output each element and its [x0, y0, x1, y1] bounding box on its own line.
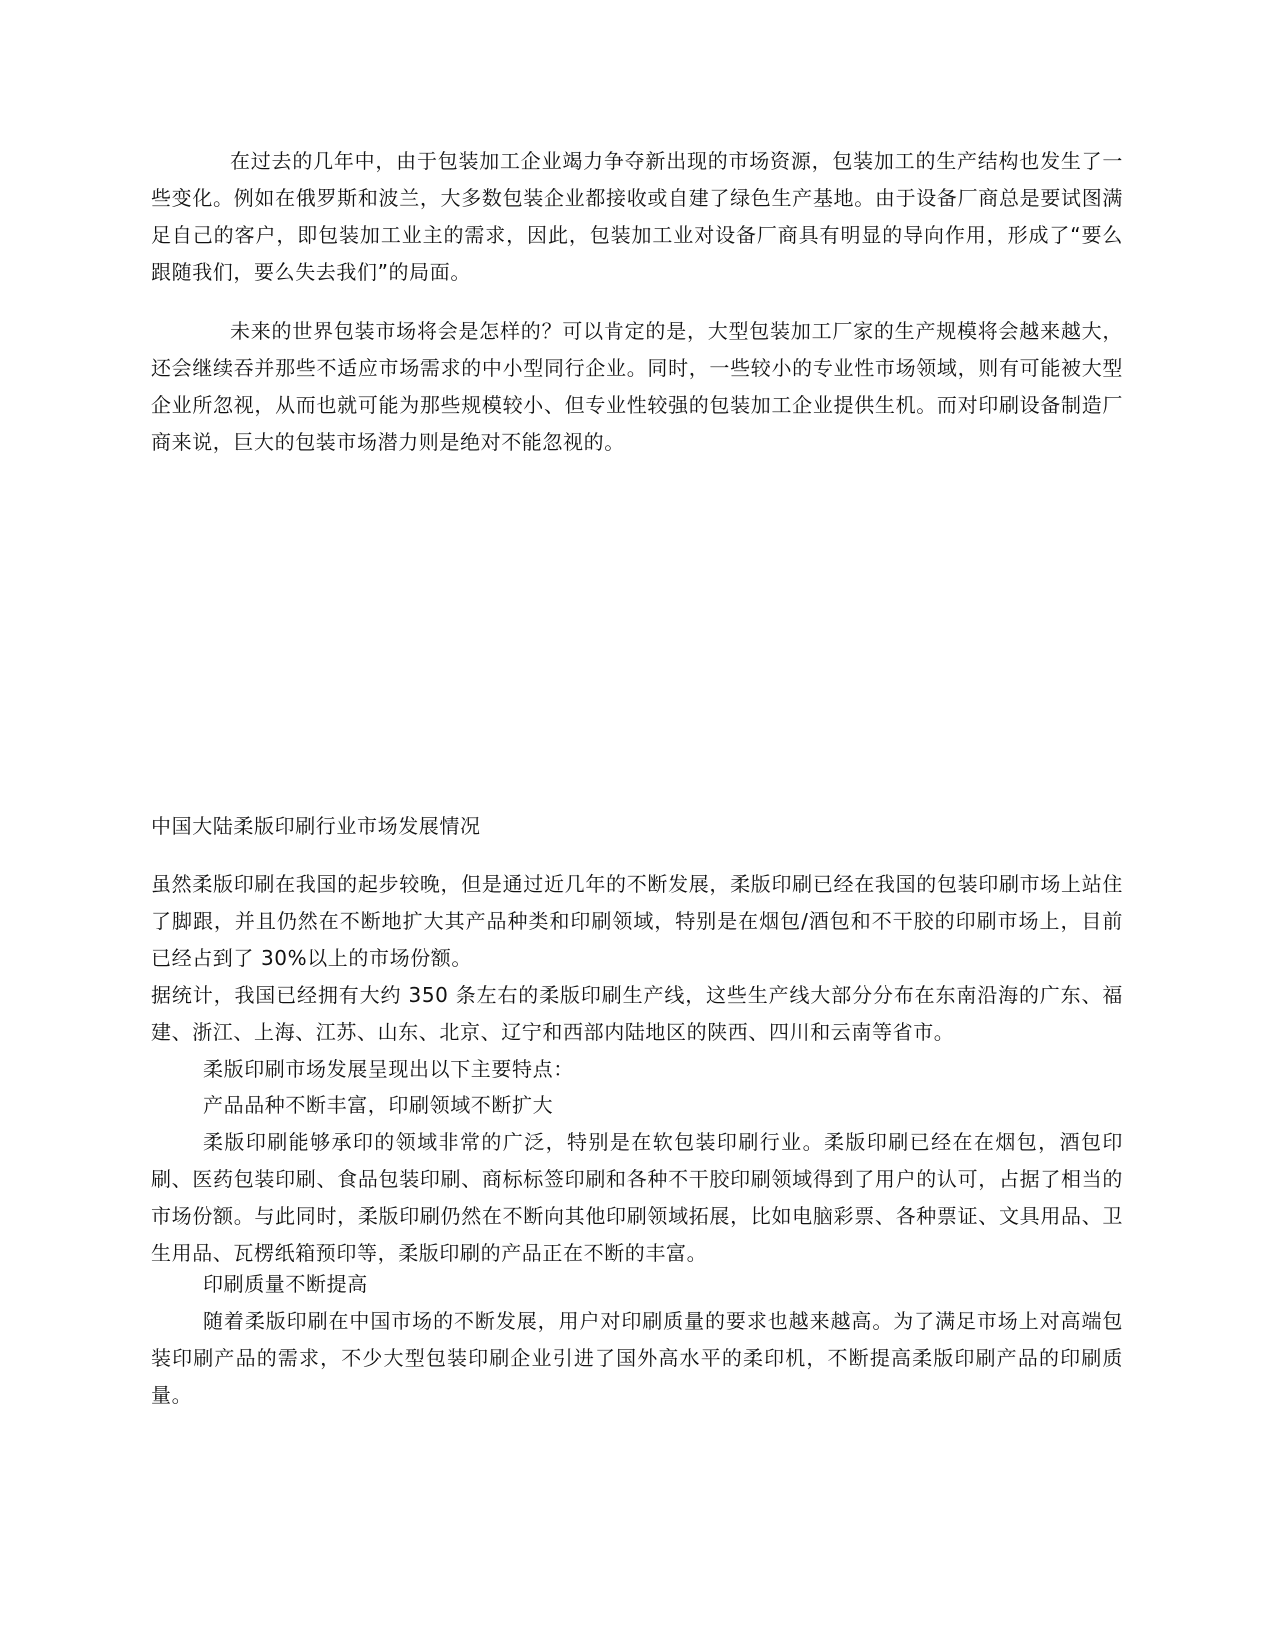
- section-paragraph-2: 据统计，我国已经拥有大约 350 条左右的柔版印刷生产线，这些生产线大部分分布在东南沿海的广东、福建、浙江、上海、江苏、山东、北京、辽宁和西部内陆地区的陕西、四川和云南等省市。: [151, 983, 1123, 1044]
- feature-1-body: 柔版印刷能够承印的领域非常的广泛，特别是在软包装印刷行业。柔版印刷已经在在烟包，酒包印刷、医药包装印刷、食品包装印刷、商标标签印刷和各种不干胶印刷领域得到了用户的认可，占据了相当的市场份额。与此同时，柔版印刷仍然在不断向其他印刷领域拓展，比如电脑彩票、各种票证、文具用品、卫生用品、瓦楞纸箱预印等，柔版印刷的产品正在不断的丰富。: [151, 1130, 1123, 1265]
- feature-2-body: 随着柔版印刷在中国市场的不断发展，用户对印刷质量的要求也越来越高。为了满足市场上对高端包装印刷产品的需求，不少大型包装印刷企业引进了国外高水平的柔印机，不断提高柔版印刷产品的印刷质量。: [151, 1309, 1123, 1407]
- intro-paragraph-1: 在过去的几年中，由于包装加工企业竭力争夺新出现的市场资源，包装加工的生产结构也发生了一些变化。例如在俄罗斯和波兰，大多数包装企业都接收或自建了绿色生产基地。由于设备厂商总是要试图满足自己的客户，即包装加工业主的需求，因此，包装加工业对设备厂商具有明显的导向作用，形成了“要么跟随我们，要么失去我们”的局面。: [151, 149, 1123, 284]
- intro-paragraph-2: 未来的世界包装市场将会是怎样的？可以肯定的是，大型包装加工厂家的生产规模将会越来越大，还会继续吞并那些不适应市场需求的中小型同行企业。同时，一些较小的专业性市场领域，则有可能被大型企业所忽视，从而也就可能为那些规模较小、但专业性较强的包装加工企业提供生机。而对印刷设备制造厂商来说，巨大的包装市场潜力则是绝对不能忽视的。: [151, 319, 1123, 454]
- section-title: 中国大陆柔版印刷行业市场发展情况: [151, 814, 481, 838]
- feature-2-title: 印刷质量不断提高: [203, 1272, 368, 1296]
- section-paragraph-1: 虽然柔版印刷在我国的起步较晚，但是通过近几年的不断发展，柔版印刷已经在我国的包装印刷市场上站住了脚跟，并且仍然在不断地扩大其产品种类和印刷领域，特别是在烟包/酒包和不干胶的印刷市场上，目前已经占到了 30%以上的市场份额。: [151, 872, 1123, 970]
- feature-1-title: 产品品种不断丰富，印刷领域不断扩大: [203, 1093, 554, 1117]
- features-intro: 柔版印刷市场发展呈现出以下主要特点：: [203, 1057, 574, 1081]
